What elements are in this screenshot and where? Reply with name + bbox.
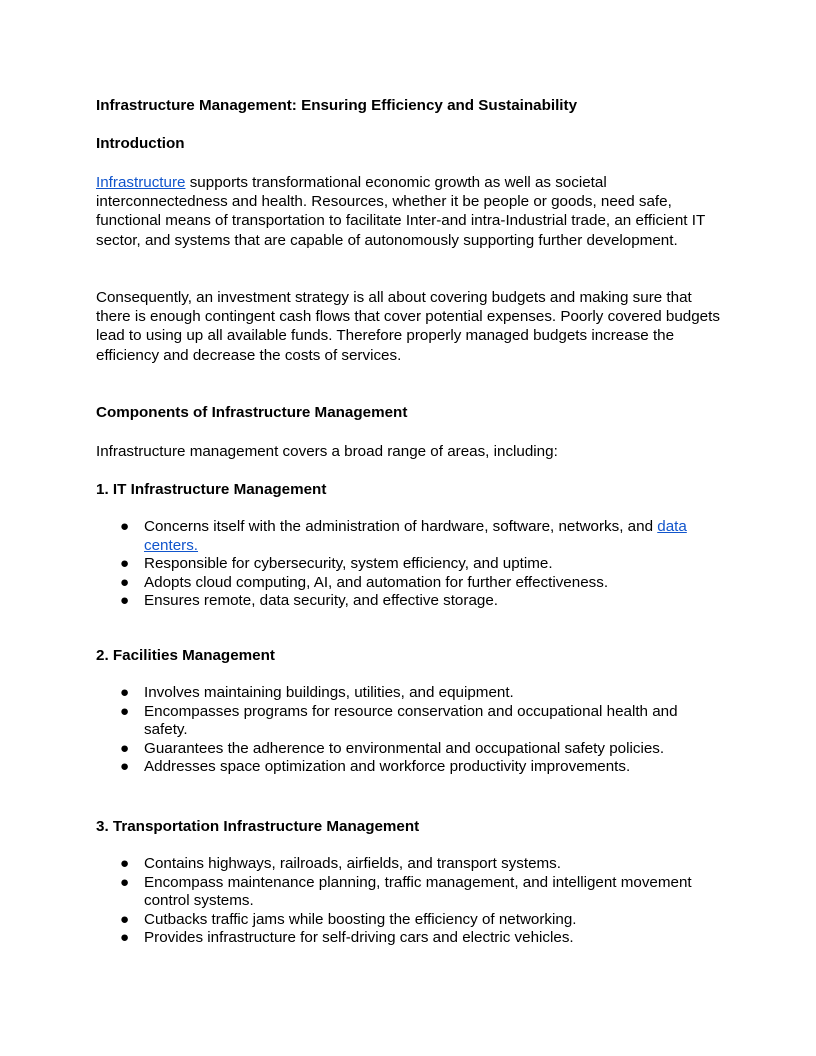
transport-list (96, 855, 720, 948)
list-item (96, 703, 720, 740)
bullet-icon: ● (120, 702, 130, 720)
bullet-icon: ● (120, 910, 130, 928)
list-item (96, 555, 720, 574)
it-heading: 1. IT Infrastructure Management (96, 481, 327, 498)
list-item (96, 855, 720, 874)
list-item-text: Encompass maintenance planning, traffic management, and intelligent movement control systems. (144, 873, 692, 910)
list-item-text: Provides infrastructure for self-driving cars and electric vehicles. (144, 929, 574, 947)
list-item (96, 518, 720, 555)
bullet-icon: ● (120, 573, 130, 591)
list-item-text: Contains highways, railroads, airfields, and transport systems. (144, 855, 561, 872)
bullet-icon: ● (120, 929, 130, 947)
intro-heading: Introduction (96, 135, 185, 152)
bullet-icon: ● (120, 758, 130, 776)
list-item-text: Involves maintaining buildings, utilities, and equipment. (144, 684, 514, 701)
bullet-icon: ● (120, 555, 130, 573)
bullet-icon: ● (120, 592, 130, 610)
list-item-text: Concerns itself with the administration of hardware, software, networks, and (144, 518, 658, 535)
list-item (96, 740, 720, 759)
bullet-icon: ● (120, 873, 130, 891)
list-item-text: Cutbacks traffic jams while boosting the efficiency of networking. (144, 910, 577, 928)
bullet-icon: ● (120, 855, 130, 872)
facilities-heading: 2. Facilities Management (96, 647, 275, 664)
bullet-icon: ● (120, 518, 130, 535)
intro-paragraph-2: Consequently, an investment strategy is all about covering budgets and making sure that there is enough contingent cash flows that cover potential expenses. Poorly covered budgets lead to using up all available funds. Therefore properly managed budgets increase the efficiency and decrease the costs of services. (96, 289, 720, 364)
list-item-text: Guarantees the adherence to environmental and occupational safety policies. (144, 739, 665, 757)
bullet-icon: ● (120, 739, 130, 757)
bullet-icon: ● (120, 684, 130, 701)
it-list (96, 518, 720, 611)
list-item (96, 592, 720, 611)
list-item-text: Adopts cloud computing, AI, and automation for further effectiveness. (144, 573, 609, 591)
list-item (96, 684, 720, 703)
list-item-text: Ensures remote, data security, and effective storage. (144, 592, 498, 610)
transport-heading: 3. Transportation Infrastructure Management (96, 818, 420, 835)
list-item (96, 874, 720, 911)
list-item (96, 929, 720, 948)
list-item (96, 758, 720, 777)
list-item (96, 574, 720, 593)
facilities-list (96, 684, 720, 777)
components-heading: Components of Infrastructure Management (96, 404, 408, 421)
intro-paragraph-1 (96, 173, 720, 250)
list-item-text: Responsible for cybersecurity, system efficiency, and uptime. (144, 555, 553, 573)
components-lead: Infrastructure management covers a broad range of areas, including: (96, 443, 558, 460)
list-item (96, 911, 720, 930)
infrastructure-link[interactable]: Infrastructure (96, 174, 186, 191)
list-item-text: Addresses space optimization and workforce productivity improvements. (144, 758, 631, 776)
list-item-text: Encompasses programs for resource conservation and occupational health and safety. (144, 702, 678, 739)
intro-paragraph-1-text: supports transformational economic growth as well as societal interconnectedness and health. Resources, whether it be people or goods, need safe, functional means of transportation to facilitate Inter-and intra-Industrial trade, an efficient IT sector, and systems that are capable of autonomously supporting further development. (96, 174, 705, 249)
data-centers-link[interactable]: data centers. (144, 518, 687, 554)
document-title: Infrastructure Management: Ensuring Efficiency and Sustainability (96, 97, 578, 114)
